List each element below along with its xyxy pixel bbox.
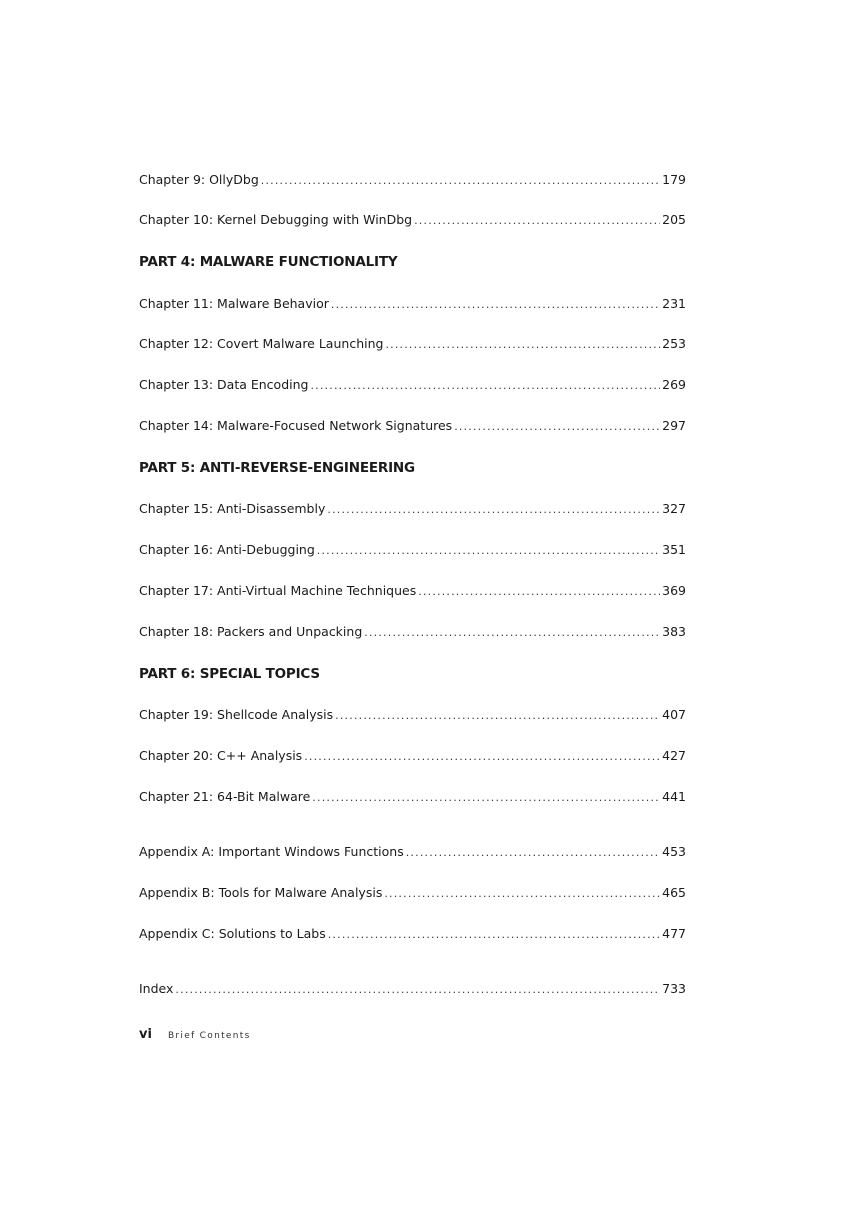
entry-page-number: 383 (662, 624, 686, 639)
toc-entry (139, 883, 686, 903)
entry-title: Chapter 9: OllyDbg (139, 172, 259, 187)
entry-title: Chapter 19: Shellcode Analysis (139, 707, 334, 722)
toc-entry (139, 540, 686, 560)
dot-leader (384, 884, 660, 904)
part-heading: PART 6: SPECIAL TOPICS (139, 666, 320, 682)
entry-title: Chapter 12: Covert Malware Launching (139, 336, 384, 351)
entry-title: Appendix A: Important Windows Functions (139, 844, 404, 859)
entry-page-number: 453 (662, 844, 686, 859)
toc-entry (139, 499, 686, 519)
part-heading: PART 4: MALWARE FUNCTIONALITY (139, 254, 398, 270)
dot-leader (304, 747, 660, 767)
entry-page-number: 269 (662, 377, 686, 392)
dot-leader (175, 980, 660, 1000)
dot-leader (364, 623, 660, 643)
entry-title: Chapter 10: Kernel Debugging with WinDbg (139, 212, 413, 227)
dot-leader (335, 706, 660, 726)
dot-leader (261, 171, 660, 191)
toc-entry (139, 416, 686, 436)
toc-entry (139, 979, 686, 999)
entry-page-number: 733 (662, 981, 686, 996)
entry-page-number: 369 (662, 583, 686, 598)
toc-entry (139, 375, 686, 395)
toc-entry (139, 294, 686, 314)
toc-entry (139, 787, 686, 807)
entry-page-number: 253 (662, 336, 686, 351)
entry-title: Chapter 13: Data Encoding (139, 377, 309, 392)
dot-leader (331, 295, 660, 315)
entry-title: Chapter 16: Anti-Debugging (139, 542, 315, 557)
dot-leader (454, 417, 660, 437)
toc-entry (139, 924, 686, 944)
dot-leader (312, 788, 660, 808)
page-number: vi (139, 1027, 152, 1042)
entry-page-number: 327 (662, 501, 686, 516)
entry-title: Chapter 17: Anti-Virtual Machine Techniques (139, 583, 417, 598)
part-heading: PART 5: ANTI-REVERSE-ENGINEERING (139, 460, 415, 476)
toc-entry (139, 581, 686, 601)
entry-page-number: 351 (662, 542, 686, 557)
entry-page-number: 477 (662, 926, 686, 941)
dot-leader (328, 925, 660, 945)
running-head: Brief Contents (167, 1031, 251, 1041)
toc-entry (139, 705, 686, 725)
dot-leader (310, 376, 660, 396)
dot-leader (414, 211, 660, 231)
toc-entry (139, 170, 686, 190)
dot-leader (327, 500, 660, 520)
page-footer (139, 1027, 251, 1042)
toc-entry (139, 746, 686, 766)
entry-page-number: 407 (662, 707, 686, 722)
entry-title: Appendix C: Solutions to Labs (139, 926, 326, 941)
entry-title: Chapter 14: Malware-Focused Network Signatures (139, 418, 453, 433)
entry-title: Index (139, 981, 174, 996)
dot-leader (317, 541, 660, 561)
entry-page-number: 179 (662, 172, 686, 187)
dot-leader (406, 843, 660, 863)
entry-page-number: 205 (662, 212, 686, 227)
toc-entry (139, 622, 686, 642)
entry-page-number: 297 (662, 418, 686, 433)
toc-entry (139, 210, 686, 230)
entry-page-number: 427 (662, 748, 686, 763)
entry-page-number: 465 (662, 885, 686, 900)
toc-entry (139, 334, 686, 354)
entry-title: Chapter 20: C++ Analysis (139, 748, 303, 763)
entry-title: Chapter 21: 64-Bit Malware (139, 789, 311, 804)
entry-title: Chapter 11: Malware Behavior (139, 296, 329, 311)
toc-entry (139, 842, 686, 862)
entry-title: Appendix B: Tools for Malware Analysis (139, 885, 383, 900)
dot-leader (418, 582, 660, 602)
entry-title: Chapter 15: Anti-Disassembly (139, 501, 326, 516)
entry-page-number: 231 (662, 296, 686, 311)
entry-title: Chapter 18: Packers and Unpacking (139, 624, 363, 639)
entry-page-number: 441 (662, 789, 686, 804)
dot-leader (385, 335, 660, 355)
